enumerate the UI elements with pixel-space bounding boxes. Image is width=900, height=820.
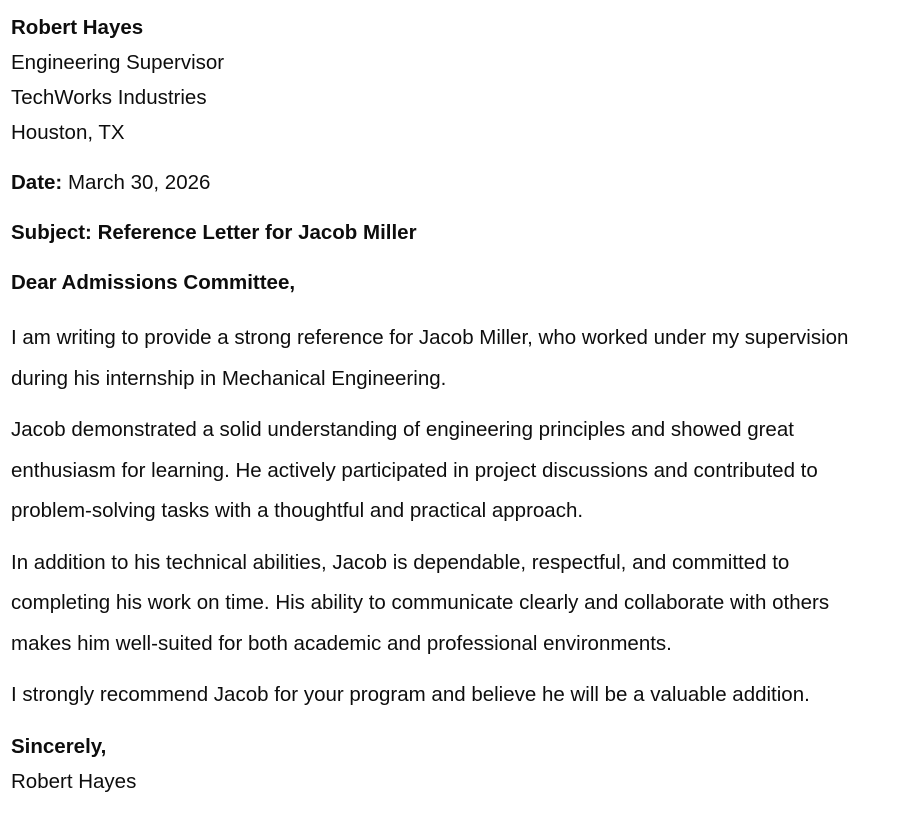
sender-location: Houston, TX: [11, 121, 125, 144]
date-value: March 30, 2026: [62, 171, 211, 194]
sender-address-block: [11, 10, 886, 150]
sender-job-title: Engineering Supervisor: [11, 51, 225, 74]
salutation-line: Dear Admissions Committee,: [11, 271, 296, 294]
body-paragraph-2: Jacob demonstrated a solid understanding of engineering principles and showed great enthusiasm for learning. He actively participated in project discussions and contributed to problem-solving tasks with a thoughtful and practical approach.: [11, 418, 818, 522]
date-line: [11, 168, 886, 198]
closing-signature-name: Robert Hayes: [11, 769, 137, 793]
date-label: Date:: [11, 171, 63, 194]
closing-block: [11, 729, 886, 799]
sender-name: Robert Hayes: [11, 16, 144, 39]
body-paragraph-3: In addition to his technical abilities, Jacob is dependable, respectful, and committed to completing his work on time. His ability to communicate clearly and collaborate with others makes him well-suited for both academic and professional environments.: [11, 550, 830, 655]
body-paragraph-4: I strongly recommend Jacob for your program and believe he will be a valuable addition.: [11, 683, 810, 706]
subject-line: Subject: Reference Letter for Jacob Miller: [11, 221, 417, 244]
sender-organization: TechWorks Industries: [11, 86, 207, 109]
body-paragraph-1: I am writing to provide a strong reference for Jacob Miller, who worked under my supervision during his internship in Mechanical Engineering.: [11, 326, 849, 390]
closing-salutation: Sincerely,: [11, 734, 107, 758]
